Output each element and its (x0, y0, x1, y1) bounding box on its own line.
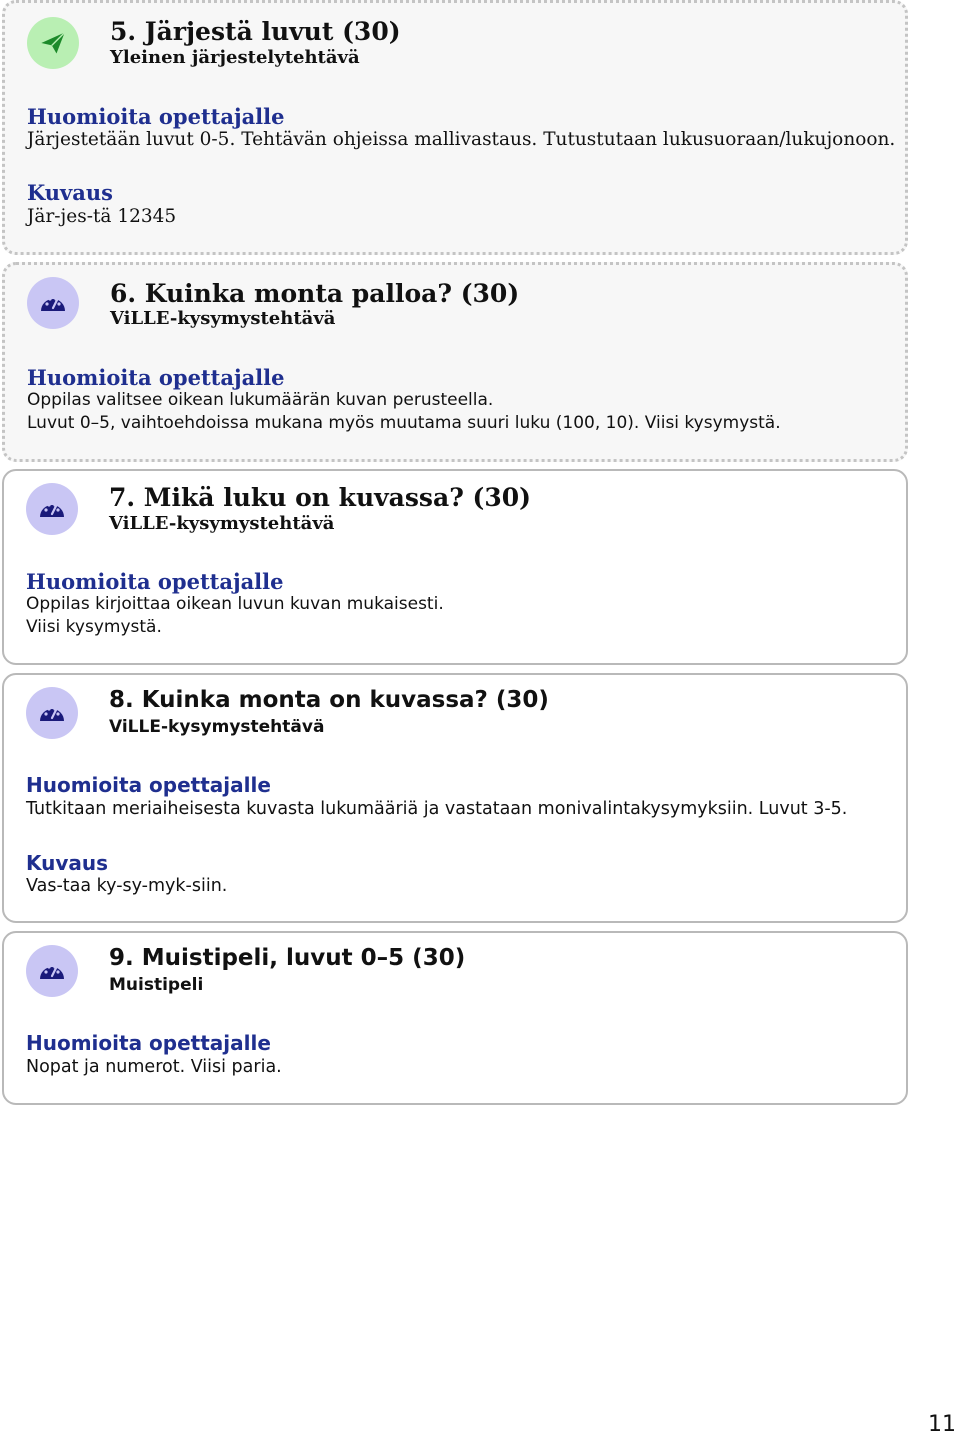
notes-line: Luvut 0–5, vaihtoehdoissa mukana myös muutama suuri luku (100, 10). Viisi kysymystä. (27, 413, 781, 433)
notes-text: Nopat ja numerot. Viisi paria. (26, 1057, 282, 1077)
task-card-8 (2, 673, 908, 923)
description-label: Kuvaus (26, 851, 109, 875)
notes-line: Oppilas valitsee oikean lukumäärän kuvan perusteella. (27, 390, 494, 410)
notes-label: Huomioita opettajalle (27, 365, 285, 390)
notes-label: Huomioita opettajalle (26, 569, 284, 594)
task-type: Muistipeli (109, 975, 204, 995)
task-card-7 (2, 469, 908, 665)
notes-line: Viisi kysymystä. (26, 617, 162, 637)
task-card-6 (2, 262, 908, 462)
description-text: Vas-taa ky-sy-myk-siin. (26, 876, 228, 896)
task-type: ViLLE-kysymystehtävä (109, 513, 335, 534)
description-label: Kuvaus (27, 180, 113, 205)
notes-text: Tutkitaan meriaiheisesta kuvasta lukumääriä ja vastataan monivalintakysymyksiin. Luvut 3-5. (26, 799, 848, 819)
task-title: 7. Mikä luku on kuvassa? (30) (109, 483, 531, 512)
task-card-9 (2, 931, 908, 1105)
notes-label: Huomioita opettajalle (27, 104, 285, 129)
task-type: ViLLE-kysymystehtävä (110, 308, 336, 329)
notes-label: Huomioita opettajalle (26, 773, 271, 797)
task-title: 9. Muistipeli, luvut 0–5 (30) (109, 945, 466, 971)
task-title: 5. Järjestä luvut (30) (110, 17, 401, 46)
task-card-5 (2, 0, 908, 255)
task-title: 8. Kuinka monta on kuvassa? (30) (109, 687, 549, 713)
notes-label: Huomioita opettajalle (26, 1031, 271, 1055)
notes-text: Järjestetään luvut 0-5. Tehtävän ohjeissa mallivastaus. Tutustutaan lukusuoraan/lukujonoon. (27, 129, 896, 150)
task-title: 6. Kuinka monta palloa? (30) (110, 279, 520, 308)
task-type: ViLLE-kysymystehtävä (109, 717, 325, 737)
task-type: Yleinen järjestelytehtävä (110, 47, 360, 68)
speedometer-icon (26, 945, 78, 997)
speedometer-icon (27, 277, 79, 329)
description-text: Jär-jes-tä 12345 (27, 206, 177, 227)
paper-plane-icon (27, 17, 79, 69)
speedometer-icon (26, 483, 78, 535)
page-number: 11 (928, 1412, 956, 1437)
notes-line: Oppilas kirjoittaa oikean luvun kuvan mukaisesti. (26, 594, 444, 614)
speedometer-icon (26, 687, 78, 739)
